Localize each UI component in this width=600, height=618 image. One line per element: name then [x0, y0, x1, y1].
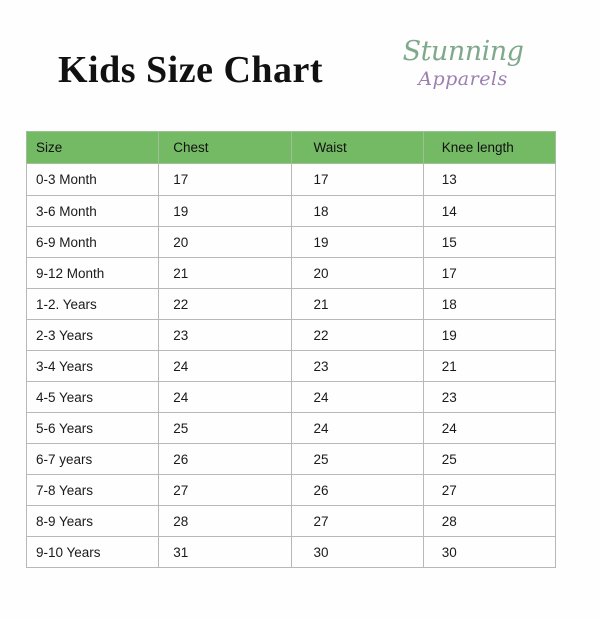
cell-size: 6-9 Month — [27, 227, 159, 258]
table-row — [27, 351, 556, 382]
cell-waist: 21 — [291, 289, 423, 320]
cell-chest: 19 — [159, 196, 291, 227]
cell-chest: 22 — [159, 289, 291, 320]
cell-size: 8-9 Years — [27, 506, 159, 537]
cell-size: 7-8 Years — [27, 475, 159, 506]
cell-size: 5-6 Years — [27, 413, 159, 444]
cell-size: 9-12 Month — [27, 258, 159, 289]
cell-size: 3-6 Month — [27, 196, 159, 227]
cell-waist: 26 — [291, 475, 423, 506]
brand-logo-line1: Stunning — [402, 36, 524, 67]
table-row — [27, 382, 556, 413]
table-row — [27, 320, 556, 351]
cell-size: 6-7 years — [27, 444, 159, 475]
cell-size: 3-4 Years — [27, 351, 159, 382]
table-row — [27, 164, 556, 196]
table-row — [27, 537, 556, 568]
cell-chest: 26 — [159, 444, 291, 475]
cell-waist: 24 — [291, 413, 423, 444]
cell-knee-length: 28 — [423, 506, 555, 537]
cell-knee-length: 18 — [423, 289, 555, 320]
column-header-size: Size — [27, 132, 159, 164]
table-row — [27, 444, 556, 475]
cell-knee-length: 30 — [423, 537, 555, 568]
cell-size: 4-5 Years — [27, 382, 159, 413]
size-chart-table-container — [26, 131, 556, 568]
column-header-knee-length: Knee length — [423, 132, 555, 164]
cell-size: 2-3 Years — [27, 320, 159, 351]
cell-waist: 25 — [291, 444, 423, 475]
table-row — [27, 475, 556, 506]
cell-knee-length: 27 — [423, 475, 555, 506]
page-title: Kids Size Chart — [58, 49, 324, 91]
cell-waist: 20 — [291, 258, 423, 289]
cell-waist: 30 — [291, 537, 423, 568]
cell-size: 9-10 Years — [27, 537, 159, 568]
cell-chest: 23 — [159, 320, 291, 351]
cell-waist: 24 — [291, 382, 423, 413]
table-body — [27, 164, 556, 568]
table-row — [27, 506, 556, 537]
cell-waist: 23 — [291, 351, 423, 382]
cell-chest: 21 — [159, 258, 291, 289]
cell-chest: 25 — [159, 413, 291, 444]
cell-knee-length: 21 — [423, 351, 555, 382]
table-row — [27, 413, 556, 444]
cell-waist: 18 — [291, 196, 423, 227]
brand-logo-line2: Apparels — [418, 68, 508, 90]
cell-knee-length: 25 — [423, 444, 555, 475]
cell-knee-length: 15 — [423, 227, 555, 258]
cell-knee-length: 14 — [423, 196, 555, 227]
cell-chest: 24 — [159, 382, 291, 413]
table-header-row — [27, 132, 556, 164]
table-header — [27, 132, 556, 164]
cell-chest: 28 — [159, 506, 291, 537]
brand-logo — [398, 38, 528, 108]
table-row — [27, 196, 556, 227]
cell-knee-length: 17 — [423, 258, 555, 289]
cell-waist: 19 — [291, 227, 423, 258]
cell-chest: 24 — [159, 351, 291, 382]
cell-knee-length: 13 — [423, 164, 555, 196]
cell-knee-length: 23 — [423, 382, 555, 413]
table-row — [27, 227, 556, 258]
cell-waist: 27 — [291, 506, 423, 537]
column-header-chest: Chest — [159, 132, 291, 164]
cell-knee-length: 19 — [423, 320, 555, 351]
cell-chest: 20 — [159, 227, 291, 258]
cell-chest: 17 — [159, 164, 291, 196]
column-header-waist: Waist — [291, 132, 423, 164]
cell-size: 1-2. Years — [27, 289, 159, 320]
cell-size: 0-3 Month — [27, 164, 159, 196]
cell-chest: 31 — [159, 537, 291, 568]
cell-chest: 27 — [159, 475, 291, 506]
cell-waist: 17 — [291, 164, 423, 196]
cell-knee-length: 24 — [423, 413, 555, 444]
table-row — [27, 289, 556, 320]
size-chart-table — [26, 131, 556, 568]
cell-waist: 22 — [291, 320, 423, 351]
table-row — [27, 258, 556, 289]
